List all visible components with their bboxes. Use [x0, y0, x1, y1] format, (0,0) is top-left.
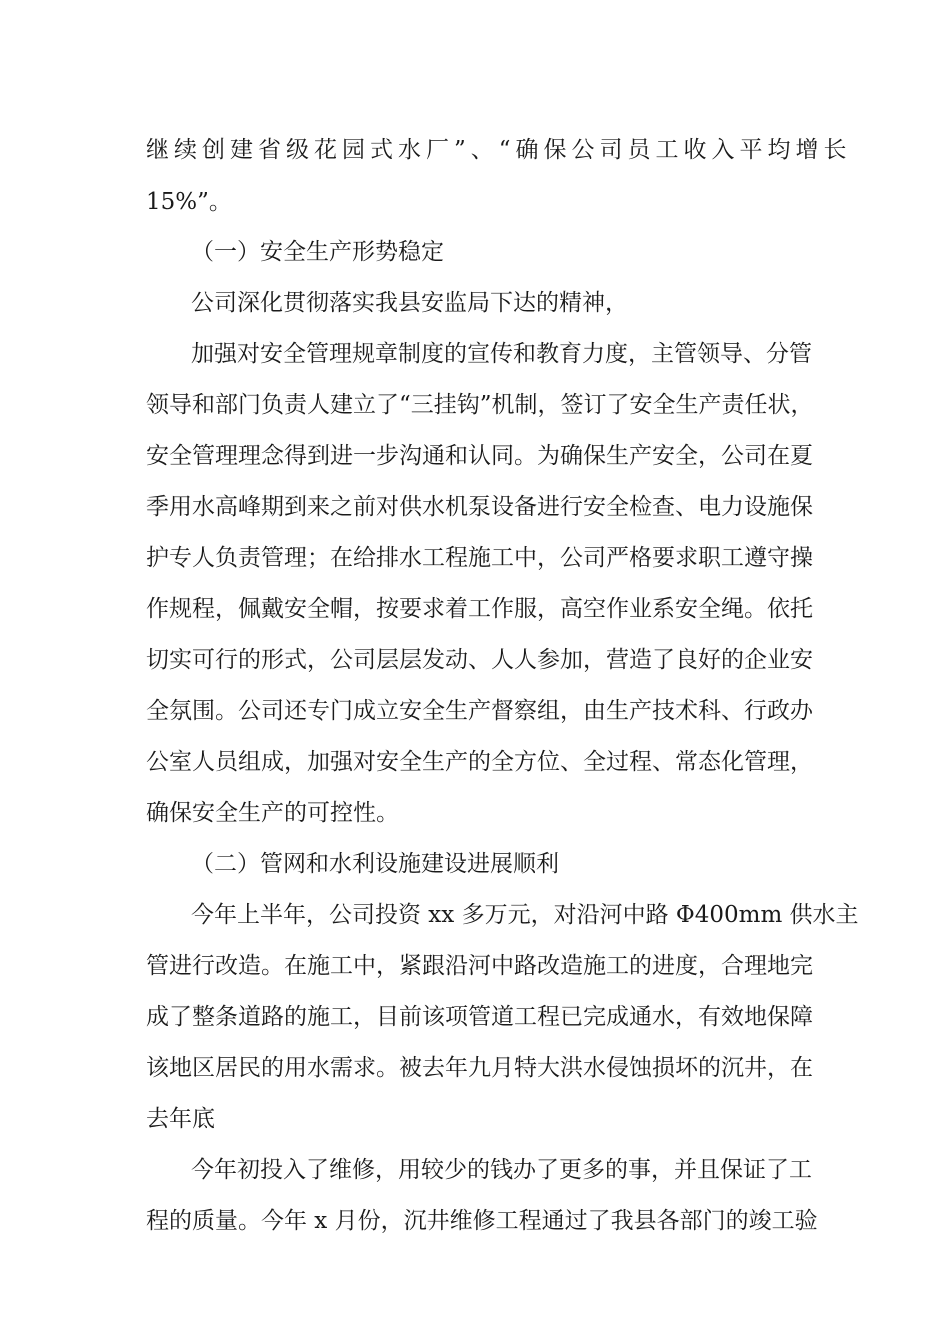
- paragraph-line: 今年初投入了维修，用较少的钱办了更多的事，并且保证了工: [191, 1157, 812, 1183]
- paragraph-line: 切实可行的形式，公司层层发动、人人参加，营造了良好的企业安: [146, 647, 813, 673]
- paragraph-line: 今年上半年，公司投资 xx 多万元，对沿河中路 Φ400mm 供水主: [191, 902, 859, 928]
- paragraph-line: 程的质量。今年 x 月份，沉井维修工程通过了我县各部门的竣工验: [146, 1208, 818, 1234]
- paragraph-line: 公司深化贯彻落实我县安监局下达的精神，: [191, 290, 628, 316]
- paragraph-line: 领导和部门负责人建立了“三挂钩”机制，签订了安全生产责任状，: [146, 392, 814, 418]
- paragraph-line: 成了整条道路的施工，目前该项管道工程已完成通水，有效地保障: [146, 1004, 813, 1030]
- paragraph-line: 全氛围。公司还专门成立安全生产督察组，由生产技术科、行政办: [146, 698, 813, 724]
- paragraph-line: 继续创建省级花园式水厂”、“确保公司员工收入平均增长: [146, 137, 852, 163]
- paragraph-line: 去年底: [146, 1106, 215, 1132]
- paragraph-line: 公室人员组成，加强对安全生产的全方位、全过程、常态化管理，: [146, 749, 813, 775]
- paragraph-line: 确保安全生产的可控性。: [146, 800, 399, 826]
- paragraph-line: 该地区居民的用水需求。被去年九月特大洪水侵蚀损坏的沉井，在: [146, 1055, 813, 1081]
- paragraph-line: 季用水高峰期到来之前对供水机泵设备进行安全检查、电力设施保: [146, 494, 813, 520]
- section-heading-1: （一）安全生产形势稳定: [191, 239, 444, 265]
- paragraph-line: 管进行改造。在施工中，紧跟沿河中路改造施工的进度，合理地完: [146, 953, 813, 979]
- paragraph-line: 作规程，佩戴安全帽，按要求着工作服，高空作业系安全绳。依托: [146, 596, 813, 622]
- paragraph-line: 15%”。: [146, 189, 232, 215]
- paragraph-line: 安全管理理念得到进一步沟通和认同。为确保生产安全，公司在夏: [146, 443, 813, 469]
- paragraph-line: 加强对安全管理规章制度的宣传和教育力度，主管领导、分管: [191, 341, 812, 367]
- section-heading-2: （二）管网和水利设施建设进展顺利: [191, 851, 559, 877]
- paragraph-line: 护专人负责管理；在给排水工程施工中，公司严格要求职工遵守操: [146, 545, 813, 571]
